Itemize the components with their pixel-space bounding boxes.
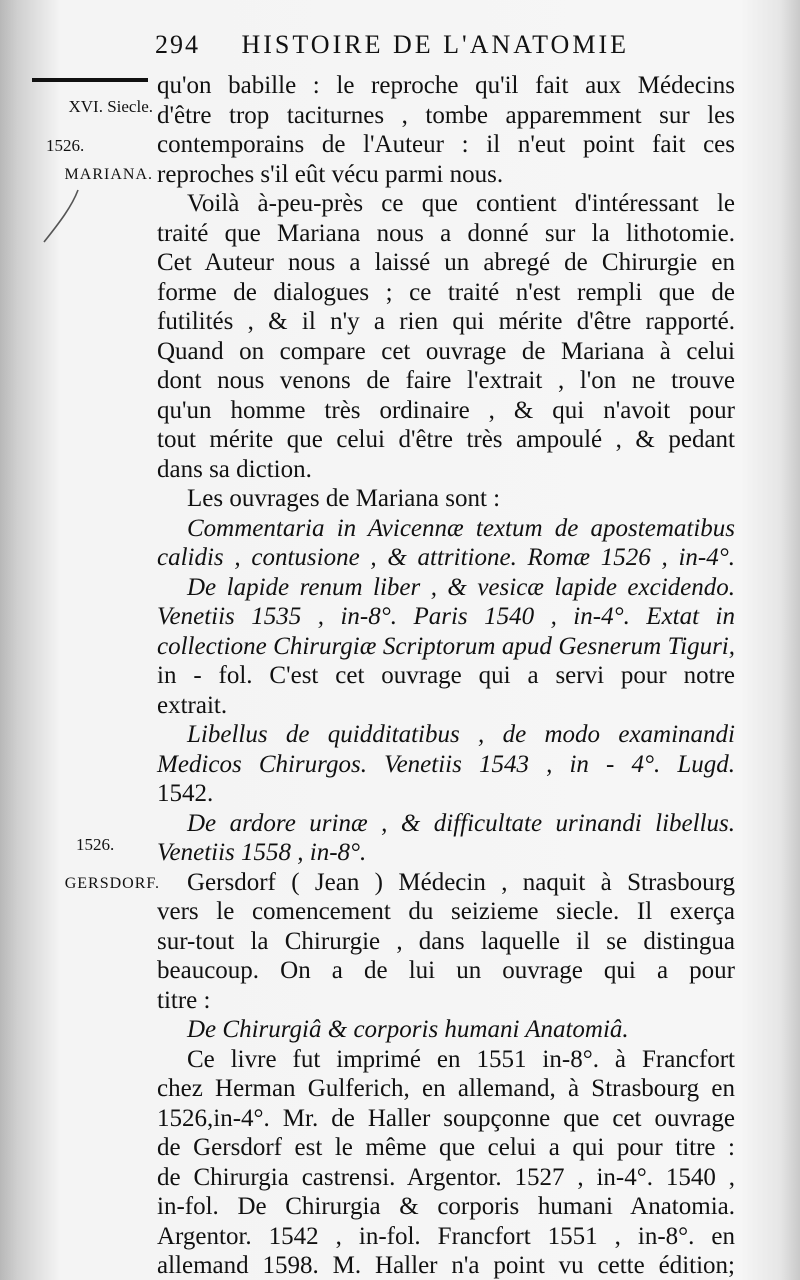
ink-stroke-mark — [38, 188, 98, 248]
margin-note-year: 1526. — [76, 835, 115, 854]
text-line: De lapide renum liber , & vesicæ lapide excidendo. — [187, 573, 735, 601]
text-line: 1542. — [157, 780, 214, 807]
text-line: Argentor. 1542 , in-fol. Francfort 1551 , in-8°. en — [157, 1222, 735, 1250]
text-line: sur-tout la Chirurgie , dans laquelle il se distingua — [157, 927, 735, 955]
text-line: 1526,in-4°. Mr. de Haller soupçonne que cet ouvrage — [157, 1104, 735, 1132]
margin-note-author: GERSDORF. — [64, 875, 160, 892]
text-line: Medicos Chirurgos. Venetiis 1543 , in - 4°. Lugd. — [157, 750, 735, 778]
text-line: titre : — [157, 986, 211, 1014]
text-line: beaucoup. On a de lui un ouvrage qui a pour — [157, 957, 735, 984]
running-header — [155, 30, 735, 70]
text-line: de Gersdorf est le même que celui a qui pour titre : — [157, 1134, 735, 1161]
text-line: Les ouvrages de Mariana sont : — [187, 485, 501, 512]
text-line: Ce livre fut imprimé en 1551 in-8°. à Francfort — [187, 1045, 735, 1073]
text-line: qu'on babille : le reproche qu'il fait aux Médecins — [157, 72, 735, 99]
text-line: in-fol. De Chirurgia & corporis humani Anatomia. — [157, 1193, 735, 1220]
page-number: 294 — [155, 30, 200, 59]
text-line: d'être trop taciturnes , tombe apparemment sur les — [157, 101, 735, 129]
text-line: tout mérite que celui d'être très ampoulé , & pedant — [157, 426, 735, 453]
text-line: Libellus de quidditatibus , de modo examinandi — [187, 721, 735, 748]
text-line: in - fol. C'est cet ouvrage qui a servi pour notre — [157, 662, 735, 689]
text-line: Venetiis 1535 , in-8°. Paris 1540 , in-4°. Extat in — [157, 603, 735, 630]
text-line: vers le comencement du seizieme siecle. Il exerça — [157, 898, 735, 925]
text-line: Gersdorf ( Jean ) Médecin , naquit à Strasbourg — [187, 868, 735, 896]
text-line: De ardore urinæ , & difficultate urinandi libellus. — [187, 809, 735, 837]
text-line: Voilà à-peu-près ce que contient d'intéressant le — [187, 190, 735, 217]
text-line: Venetiis 1558 , in-8°. — [157, 839, 367, 866]
text-line: chez Herman Gulferich, en allemand, à Strasbourg en — [157, 1075, 735, 1102]
text-line: Commentaria in Avicennæ textum de apostematibus — [187, 514, 735, 542]
text-line: dont nous venons de faire l'extrait , l'on ne trouve — [157, 367, 735, 394]
text-line: de Chirurgia castrensi. Argentor. 1527 , in-4°. 1540 , — [157, 1163, 735, 1191]
text-line: qu'un homme très ordinaire , & qui n'avoit pour — [157, 396, 735, 424]
text-line: calidis , contusione , & attritione. Romæ 1526 , in-4°. — [157, 544, 735, 571]
text-line: collectione Chirurgiæ Scriptorum apud Gesnerum Tiguri, — [157, 632, 735, 660]
text-line: Quand on compare cet ouvrage de Mariana à celui — [157, 337, 735, 365]
text-line: traité que Mariana nous a donné sur la lithotomie. — [157, 219, 735, 247]
running-title: HISTOIRE DE L'ANATOMIE — [241, 30, 629, 59]
margin-rule — [32, 78, 148, 82]
margin-note-year: 1526. — [46, 136, 85, 155]
text-line: extrait. — [157, 691, 228, 719]
text-line: futilités , & il n'y a rien qui mérite d'être rapporté. — [157, 308, 735, 335]
text-line: forme de dialogues ; ce traité n'est rempli que de — [157, 278, 735, 306]
margin-note-author: MARIANA. — [64, 166, 153, 183]
text-line: allemand 1598. M. Haller n'a point vu cette édition; — [157, 1252, 735, 1279]
text-line: reproches s'il eût vécu parmi nous. — [157, 160, 504, 188]
text-line: contemporains de l'Auteur : il n'eut point fait ces — [157, 131, 735, 158]
body-text — [157, 71, 735, 1280]
margin-note-century: XVI. Siecle. — [68, 97, 153, 116]
text-line: De Chirurgiâ & corporis humani Anatomiâ. — [187, 1016, 629, 1043]
text-line: Cet Auteur nous a laissé un abregé de Chirurgie en — [157, 249, 735, 276]
text-line: dans sa diction. — [157, 455, 312, 483]
